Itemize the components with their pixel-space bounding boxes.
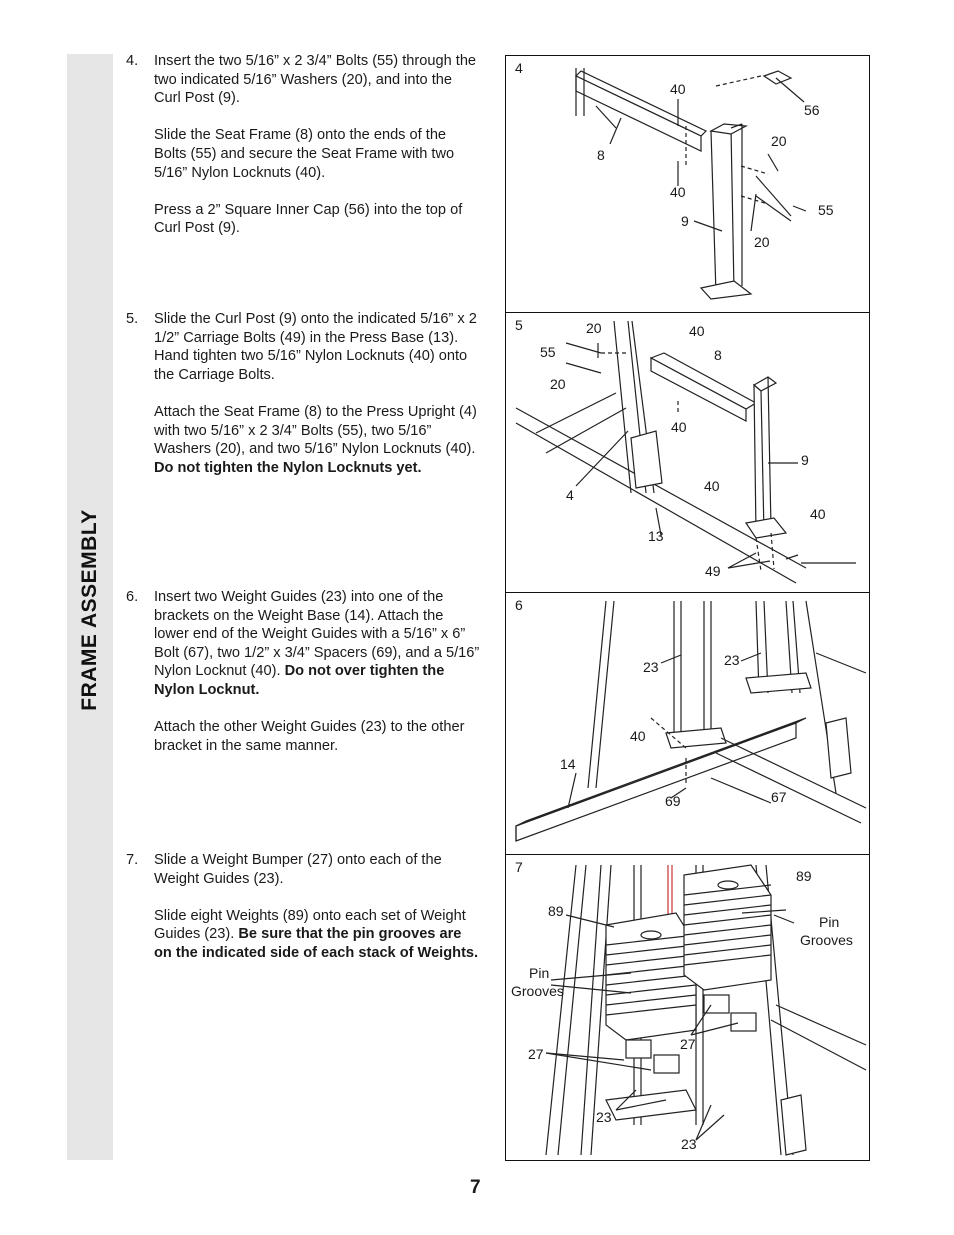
callout-label: 89 [548, 903, 564, 919]
step-number: 7. [126, 852, 139, 868]
figure-number: 6 [515, 597, 523, 613]
step-paragraph: Press a 2” Square Inner Cap (56) into the top of Curl Post (9). [154, 201, 463, 237]
step-number: 6. [126, 589, 139, 605]
figure-number: 7 [515, 859, 523, 875]
callout-label: 55 [818, 202, 834, 218]
warning-text: Do not over tighten the Nylon Locknut. [154, 663, 445, 698]
step-paragraph: Insert the two 5/16” x 2 3/4” Bolts (55) through the two indicated 5/16” Washers (20), and into the Curl Post (9). [154, 53, 477, 107]
callout-label: 23 [724, 652, 740, 668]
figure-6-drawing [506, 593, 869, 854]
figure-6 [506, 592, 869, 854]
step-number: 4. [126, 53, 139, 69]
figure-number: 4 [515, 60, 523, 76]
callout-label: 14 [560, 756, 576, 772]
callout-label: 55 [540, 344, 556, 360]
callout-label: 40 [671, 419, 687, 435]
callout-label: 89 [796, 868, 812, 884]
step-6 [120, 588, 480, 755]
step-paragraph [154, 907, 480, 963]
callout-label: 40 [810, 506, 826, 522]
step-text: Slide eight Weights (89) onto each set of Weight Guides (23). [154, 907, 466, 943]
callout-label: 20 [754, 234, 770, 250]
step-paragraph: Slide the Curl Post (9) onto the indicated 5/16” x 2 1/2” Carriage Bolts (49) in the Press Base (13). Hand tighten two 5/16” Nylon Locknuts (40) onto the Carriage Bolts. [154, 311, 477, 383]
callout-label: 40 [630, 728, 646, 744]
warning-text: Do not tighten the Nylon Locknuts yet. [154, 459, 422, 476]
callout-label: 8 [714, 347, 722, 363]
step-5 [120, 310, 480, 477]
callout-label: 8 [597, 147, 605, 163]
callout-label: 20 [586, 320, 602, 336]
step-number: 5. [126, 311, 139, 327]
callout-label: Pin [529, 965, 550, 981]
step-paragraph: Attach the other Weight Guides (23) to the other bracket in the same manner. [154, 719, 465, 754]
callout-label: Pin [819, 914, 840, 930]
callout-label: 40 [670, 184, 686, 200]
figure-7-drawing [506, 855, 869, 1160]
callout-label: 9 [801, 452, 809, 468]
callout-label: 49 [705, 563, 721, 579]
callout-label: 13 [648, 528, 664, 544]
callout-label: 20 [550, 376, 566, 392]
figure-number: 5 [515, 317, 523, 333]
figure-5 [506, 312, 869, 592]
callout-label: 40 [704, 478, 720, 494]
figure-frame [505, 55, 870, 1161]
section-title: FRAME ASSEMBLY [78, 509, 101, 711]
callout-label: 69 [665, 793, 681, 809]
callout-label: 56 [804, 102, 820, 118]
step-4 [120, 52, 480, 238]
callout-label: 23 [596, 1109, 612, 1125]
callout-label: 4 [566, 487, 574, 503]
callout-label: 23 [643, 659, 659, 675]
figure-4 [506, 56, 869, 312]
step-paragraph [154, 403, 480, 477]
figure-5-drawing [506, 313, 869, 592]
callout-label: 20 [771, 133, 787, 149]
callout-label: Grooves [800, 932, 853, 948]
callout-label: 67 [771, 789, 787, 805]
step-paragraph: Slide a Weight Bumper (27) onto each of the Weight Guides (23). [154, 852, 442, 887]
step-paragraph: Slide the Seat Frame (8) onto the ends of the Bolts (55) and secure the Seat Frame with two 5/16” Nylon Locknuts (40). [154, 127, 455, 181]
step-text: Attach the Seat Frame (8) to the Press Upright (4) with two 5/16” x 2 3/4” Bolts (55), two 5/16” Washers (20), and two 5/16” Nylon Locknuts (40). [154, 403, 477, 458]
step-7 [120, 851, 480, 963]
callout-label: Grooves [511, 983, 564, 999]
callout-label: 9 [681, 213, 689, 229]
callout-label: 27 [528, 1046, 544, 1062]
step-text: Insert two Weight Guides (23) into one of the brackets on the Weight Base (14). Attach the lower end of the Weight Guides with a 5/16” x 6” Bolt (67), two 1/2” x 3/4” Spacers (69), and a 5/16” Nylon Locknut (40). [154, 589, 480, 680]
warning-text: Be sure that the pin grooves are on the indicated side of each stack of Weights. [154, 926, 479, 961]
figure-7 [506, 854, 869, 1160]
callout-label: 23 [681, 1136, 697, 1152]
callout-label: 40 [689, 323, 705, 339]
callout-label: 27 [680, 1036, 696, 1052]
callout-label: 40 [670, 81, 686, 97]
figure-4-drawing [506, 56, 869, 312]
page-number: 7 [470, 1177, 481, 1198]
step-paragraph [154, 588, 480, 700]
